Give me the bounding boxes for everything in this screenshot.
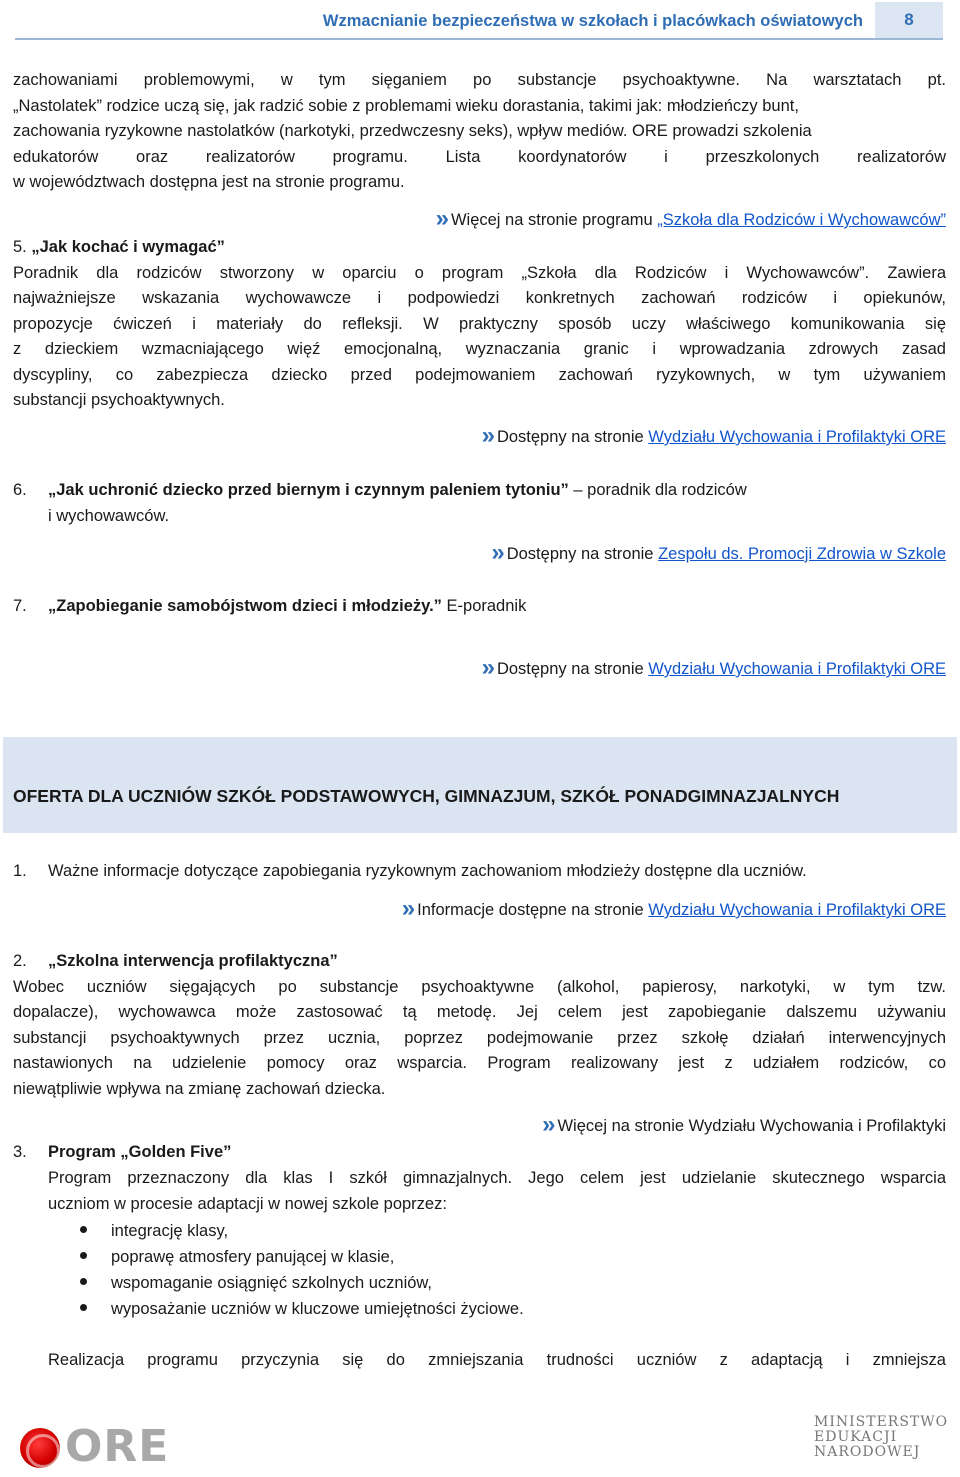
student-item-2-more-row [542, 1112, 946, 1140]
double-chevron-icon: » [435, 205, 449, 232]
student-item-3-title: Program „Golden Five” [48, 1143, 232, 1161]
item-7-avail-prefix: Dostępny na stronie [496, 660, 649, 678]
student-item-2-more[interactable]: Więcej na stronie Wydziału Wychowania i Profilaktyki [557, 1117, 946, 1135]
section-banner-title: OFERTA DLA UCZNIÓW SZKÓŁ PODSTAWOWYCH, GIMNAZJUM, SZKÓŁ PONADGIMNAZJALNYCH [13, 786, 840, 806]
student-item-2-number: 2. [13, 952, 27, 970]
intro-line-4: edukatorów oraz realizatorów programu. Lista koordynatorów i przeszkolonych realizatorów [13, 147, 946, 166]
item-7 [13, 594, 946, 620]
student-item-3-line-2: uczniom w procesie adaptacji w nowej szkole poprzez: [48, 1194, 447, 1213]
item-6-line-2: i wychowawców. [48, 506, 170, 525]
ministry-line-3: NARODOWEJ [814, 1444, 921, 1460]
intro-more-link[interactable]: „Szkoła dla Rodziców i Wychowawców” [657, 211, 946, 229]
intro-line-3: zachowania ryzykowne nastolatków (narkotyki, przedwczesny seks), wpływ mediów. ORE prowadzi szkolenia [13, 122, 812, 140]
item-6-avail-link[interactable]: Zespołu ds. Promocji Zdrowia w Szkole [658, 545, 946, 563]
intro-more-prefix: Więcej na stronie programu [450, 211, 658, 229]
item-6-avail-row [491, 540, 946, 568]
intro-line-2: „Nastolatek” rodzice uczą się, jak radzić sobie z problemami wieku dorastania, takimi jak: młodzieńczy bunt, [13, 96, 799, 115]
double-chevron-icon: » [481, 422, 495, 449]
double-chevron-icon: » [491, 539, 505, 566]
page-number: 8 [875, 2, 943, 38]
bullet-icon [80, 1226, 87, 1233]
student-item-3-line-1: Program przeznaczony dla klas I szkół gimnazjalnych. Jego celem jest udzielanie skutecznego wsparcia [48, 1169, 946, 1187]
student-item-1-info-prefix: Informacje dostępne na stronie [417, 901, 649, 919]
list-item [80, 1271, 524, 1297]
item-7-number: 7. [13, 597, 27, 615]
ministry-line-2: EDUKACJI [814, 1429, 898, 1445]
student-item-1 [13, 859, 946, 885]
item-5-line-2: najważniejsze wskazania wychowawcze i podpowiedzi konkretnych zachowań rodziców i opiekunów, [13, 289, 946, 307]
student-item-3-final [48, 1348, 946, 1374]
list-item [80, 1245, 524, 1271]
student-item-2-line-3: substancji psychoaktywnych przez ucznia, poprzez podejmowanie przez szkołę działań interwencyjnych [13, 1028, 946, 1047]
student-item-2-title: „Szkolna interwencja profilaktyczna” [48, 952, 338, 970]
student-item-1-info-row [402, 896, 946, 924]
bullet-icon [80, 1304, 87, 1311]
student-item-2-line-4: nastawionych na udzielenie pomocy oraz wsparcia. Program realizowany jest z udziałem rodziców, co [13, 1054, 946, 1072]
student-item-3-final-line: Realizacja programu przyczynia się do zmniejszania trudności uczniów z adaptacją i zmniejsza [48, 1351, 946, 1369]
student-item-1-number: 1. [13, 862, 27, 880]
double-chevron-icon: » [401, 895, 416, 922]
item-6-rest: – poradnik dla rodziców [568, 481, 747, 499]
list-item-text: integrację klasy, [111, 1222, 229, 1240]
ministry-line-1: MINISTERSTWO [814, 1414, 949, 1430]
item-5-line-1: Poradnik dla rodziców stworzony w oparciu o program „Szkoła dla Rodziców i Wychowawców”. Zawiera [13, 263, 946, 282]
item-5-avail-row [482, 423, 946, 451]
student-item-2-line-2: dopalacze), wychowawca może zastosować tą metodę. Jej celem jest zapobieganie dalszemu używaniu [13, 1003, 946, 1021]
item-6-number: 6. [13, 481, 27, 499]
student-item-2 [13, 949, 946, 1102]
item-6 [13, 478, 946, 529]
item-5-line-5: dyscypliny, co zabezpiecza dziecko przed podejmowaniem zachowań ryzykownych, w tym używaniem [13, 365, 946, 384]
bullet-icon [80, 1278, 87, 1285]
item-5-avail-prefix: Dostępny na stronie [496, 428, 649, 446]
ministry-logo [814, 1414, 949, 1460]
item-5-avail-link[interactable]: Wydziału Wychowania i Profilaktyki ORE [648, 428, 946, 446]
student-item-3-desc [48, 1166, 946, 1217]
item-5-title: „Jak kochać i wymagać” [31, 238, 225, 256]
ore-logo-text: ORE [65, 1421, 170, 1472]
list-item-text: wspomaganie osiągnięć szkolnych uczniów, [111, 1274, 433, 1292]
double-chevron-icon: » [481, 654, 495, 681]
student-item-2-line-1: Wobec uczniów sięgających po substancje psychoaktywne (alkohol, papierosy, narkotyki, w tym tzw. [13, 977, 946, 996]
list-item [80, 1297, 524, 1323]
item-7-avail-link[interactable]: Wydziału Wychowania i Profilaktyki ORE [648, 660, 946, 678]
section-banner [3, 737, 957, 833]
item-5-line-3: propozycje ćwiczeń i materiały do refleksji. W praktyczny sposób uczy właściwego komunikowania się [13, 314, 946, 333]
student-item-3-number: 3. [13, 1143, 27, 1161]
intro-more-row [436, 206, 946, 234]
item-7-rest: E-poradnik [441, 597, 527, 615]
student-item-3-bullets [80, 1219, 524, 1323]
student-item-2-line-5: niewątpliwie wpływa na zmianę zachowań dziecka. [13, 1079, 386, 1098]
item-5-line-6: substancji psychoaktywnych. [13, 391, 225, 409]
ore-logo-icon [20, 1428, 60, 1468]
item-6-title: „Jak uchronić dziecko przed biernym i czynnym paleniem tytoniu” [48, 481, 569, 499]
list-item-text: poprawę atmosfery panującej w klasie, [111, 1248, 395, 1266]
item-5-number: 5. [13, 238, 27, 256]
item-7-title: „Zapobieganie samobójstwom dzieci i młodzieży.” [48, 597, 442, 615]
list-item-text: wyposażanie uczniów w kluczowe umiejętności życiowe. [111, 1300, 524, 1318]
student-item-1-text: Ważne informacje dotyczące zapobiegania ryzykownym zachowaniom młodzieży dostępne dla uczniów. [48, 862, 807, 880]
intro-line-5: w województwach dostępna jest na stronie programu. [13, 173, 405, 191]
item-6-avail-prefix: Dostępny na stronie [506, 545, 659, 563]
intro-line-1: zachowaniami problemowymi, w tym sięganiem po substancje psychoaktywne. Na warsztatach pt. [13, 71, 946, 89]
page-header [15, 0, 943, 40]
item-5-line-4: z dzieckiem wzmacniającego więź emocjonalną, wyznaczania granic i wprowadzania zdrowych zasad [13, 340, 946, 358]
bullet-icon [80, 1252, 87, 1259]
item-5 [13, 235, 946, 414]
student-item-1-info-link[interactable]: Wydziału Wychowania i Profilaktyki ORE [648, 901, 946, 919]
header-title: Wzmacnianie bezpieczeństwa w szkołach i placówkach oświatowych [322, 12, 863, 30]
intro-paragraph [13, 68, 946, 196]
item-7-avail-row [482, 655, 946, 683]
double-chevron-icon: » [542, 1111, 556, 1138]
list-item [80, 1219, 524, 1245]
ore-logo [15, 1421, 170, 1472]
student-item-3 [13, 1140, 946, 1166]
